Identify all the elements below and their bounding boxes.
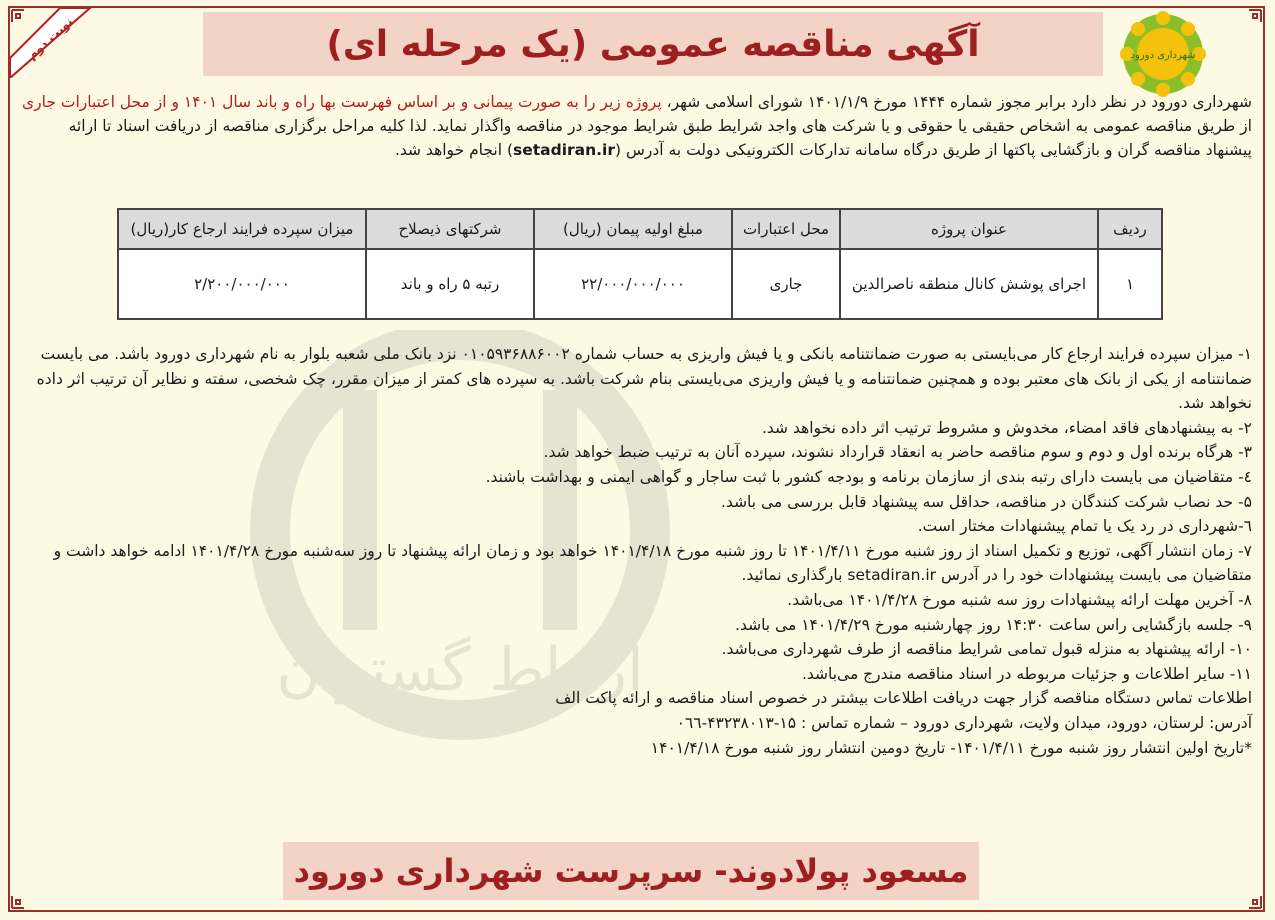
intro-text-3: ) انجام خواهد شد. [394,141,513,159]
intro-paragraph [20,90,1252,162]
term-item: ۱۰- ارائه پیشنهاد به منزله قبول تمامی شرایط مناقصه از طرف شهرداری می‌باشد. [721,640,1252,659]
term-item: ۷- زمان انتشار آگهی، توزیع و تکمیل اسناد از روز شنبه مورخ ۱۴۰۱/۴/۱۱ تا روز شنبه مورخ ۱۴۰۱/۴/۱۸ خواهد بود و زمان ارائه پیشنهاد تا روز سه‌شنبه مورخ ۱۴۰۱/۴/۲۸ ادامه خواهد داشت و متقاضیان می بایست پیشنهادات خود را در آدرس setadiran.ir بارگذاری نمائید. [53,541,1252,585]
term-item: ٦-شهرداری در رد یک یا تمام پیشنهادات مختار است. [917,517,1252,536]
table-header-row [118,209,1162,249]
term-item: ۱۱- سایر اطلاعات و جزئیات مربوطه در اسناد مناقصه مندرج می‌باشد. [801,664,1252,683]
term-item: ٤- متقاضیان می بایست دارای رتبه بندی از سازمان برنامه و بودجه کشور با ثبت ساجار و گواهی ایمنی و بهداشت باشند. [485,467,1252,486]
term-item: ۵- حد نصاب شرکت کنندگان در مناقصه، حداقل سه پیشنهاد قابل بررسی می باشد. [721,492,1252,511]
intro-text-2: از طریق مناقصه عمومی به اشخاص حقیقی یا حقوقی و یا شرکت های واجد شرایط طبق شرایط موجود در مناقصه واگذار نماید. لذا کلیه مراحل برگزاری مناقصه از دریافت اسناد تا ارائه پیشنهاد مناقصه گران و بازگشایی پاکتها از طریق درگاه سامانه تدارکات الکترونیکی دولت به آدرس ( [68,117,1252,159]
intro-text-1: شهرداری دورود در نظر دارد برابر مجوز شماره ۱۴۴۴ مورخ ۱۴۰۱/۱/۹ شورای اسلامی شهر، [666,93,1252,111]
table-header: شرکتهای ذیصلاح [366,209,534,249]
municipality-logo [1112,10,1214,98]
table-cell: اجرای پوشش کانال منطقه ناصرالدین [840,249,1098,319]
tender-table [117,208,1163,320]
table-cell: ۲۲/۰۰۰/۰۰۰/۰۰۰ [534,249,732,319]
term-item: ۸- آخرین مهلت ارائه پیشنهادات روز سه شنبه مورخ ۱۴۰۱/۴/۲۸ می‌باشد. [787,590,1252,609]
table-cell: ۱ [1098,249,1162,319]
table-header: عنوان پروژه [840,209,1098,249]
watermark-text: ارتباط گستران [276,635,644,705]
table-header: میزان سپرده فرایند ارجاع کار(ریال) [118,209,366,249]
table-row [118,249,1162,319]
signature-banner [283,842,979,900]
corner-ornament [1241,888,1263,910]
term-item: ۲- به پیشنهادهای فاقد امضاء، مخدوش و مشروط ترتیب اثر داده نخواهد شد. [761,418,1252,437]
table-cell: ۲/۲۰۰/۰۰۰/۰۰۰ [118,249,366,319]
table-cell: جاری [732,249,840,319]
logo-text: شهرداری دورود [1130,50,1196,61]
publish-dates: *تاریخ اولین انتشار روز شنبه مورخ ۱۴۰۱/۴/۱۱- تاریخ دومین انتشار روز شنبه مورخ ۱۴۰۱/۴/۱۸ [650,738,1252,757]
intro-text-highlight: پروژه زیر را به صورت پیمانی و بر اساس فهرست بها راه و باند سال ۱۴۰۱ و از محل اعتبارات جاری [22,93,662,111]
ribbon-text: نوبت دوم [24,14,76,63]
intro-site-link: setadiran.ir [513,141,615,159]
table-header: ردیف [1098,209,1162,249]
table-header: مبلغ اولیه پیمان (ریال) [534,209,732,249]
table-header: محل اعتبارات [732,209,840,249]
table-cell: رتبه ۵ راه و باند [366,249,534,319]
signature-text: مسعود پولادوند- سرپرست شهرداری دورود [293,852,969,890]
contact-info-heading: اطلاعات تماس دستگاه مناقصه گزار جهت دریافت اطلاعات بیشتر در خصوص اسناد مناقصه و ارائه پاکت الف [555,689,1252,708]
term-item: ۱- میزان سپرده فرایند ارجاع کار می‌بایستی به صورت ضمانتنامه بانکی و یا فیش واریزی به حساب شماره ۰۱۰۵۹۳۶۸۸۶۰۰۲ نزد بانک ملی شعبه بلوار به نام شهرداری دورود باشد. می بایست ضمانتنامه از یکی از بانک های معتبر بوده و همچنین ضمانتنامه و یا فیش واریزی می‌بایستی بنام شرکت باشد. به سپرده های کمتر از میزان مقرر، چک شخصی، سفته و نظایر آن ترتیب اثر داده نخواهد شد. [36,345,1252,413]
page-title: آگهی مناقصه عمومی (یک مرحله ای) [326,23,980,65]
corner-ornament [1241,8,1263,30]
title-banner [203,12,1103,76]
corner-ornament [10,888,32,910]
contact-address: آدرس: لرستان، دورود، میدان ولایت، شهرداری دورود – شماره تماس : ۱۵-۴۳۲۳۸۰۱۳-۰٦٦ [676,713,1252,732]
term-item: ۹- جلسه بازگشایی راس ساعت ۱۴:۳۰ روز چهارشنبه مورخ ۱۴۰۱/۴/۲۹ می باشد. [735,615,1252,634]
terms-list [20,342,1252,760]
ribbon-badge [10,8,100,78]
term-item: ۳- هرگاه برنده اول و دوم و سوم مناقصه حاضر به انعقاد قرارداد نشوند، سپرده آنان به ترتیب ضبط خواهد شد. [543,443,1252,462]
